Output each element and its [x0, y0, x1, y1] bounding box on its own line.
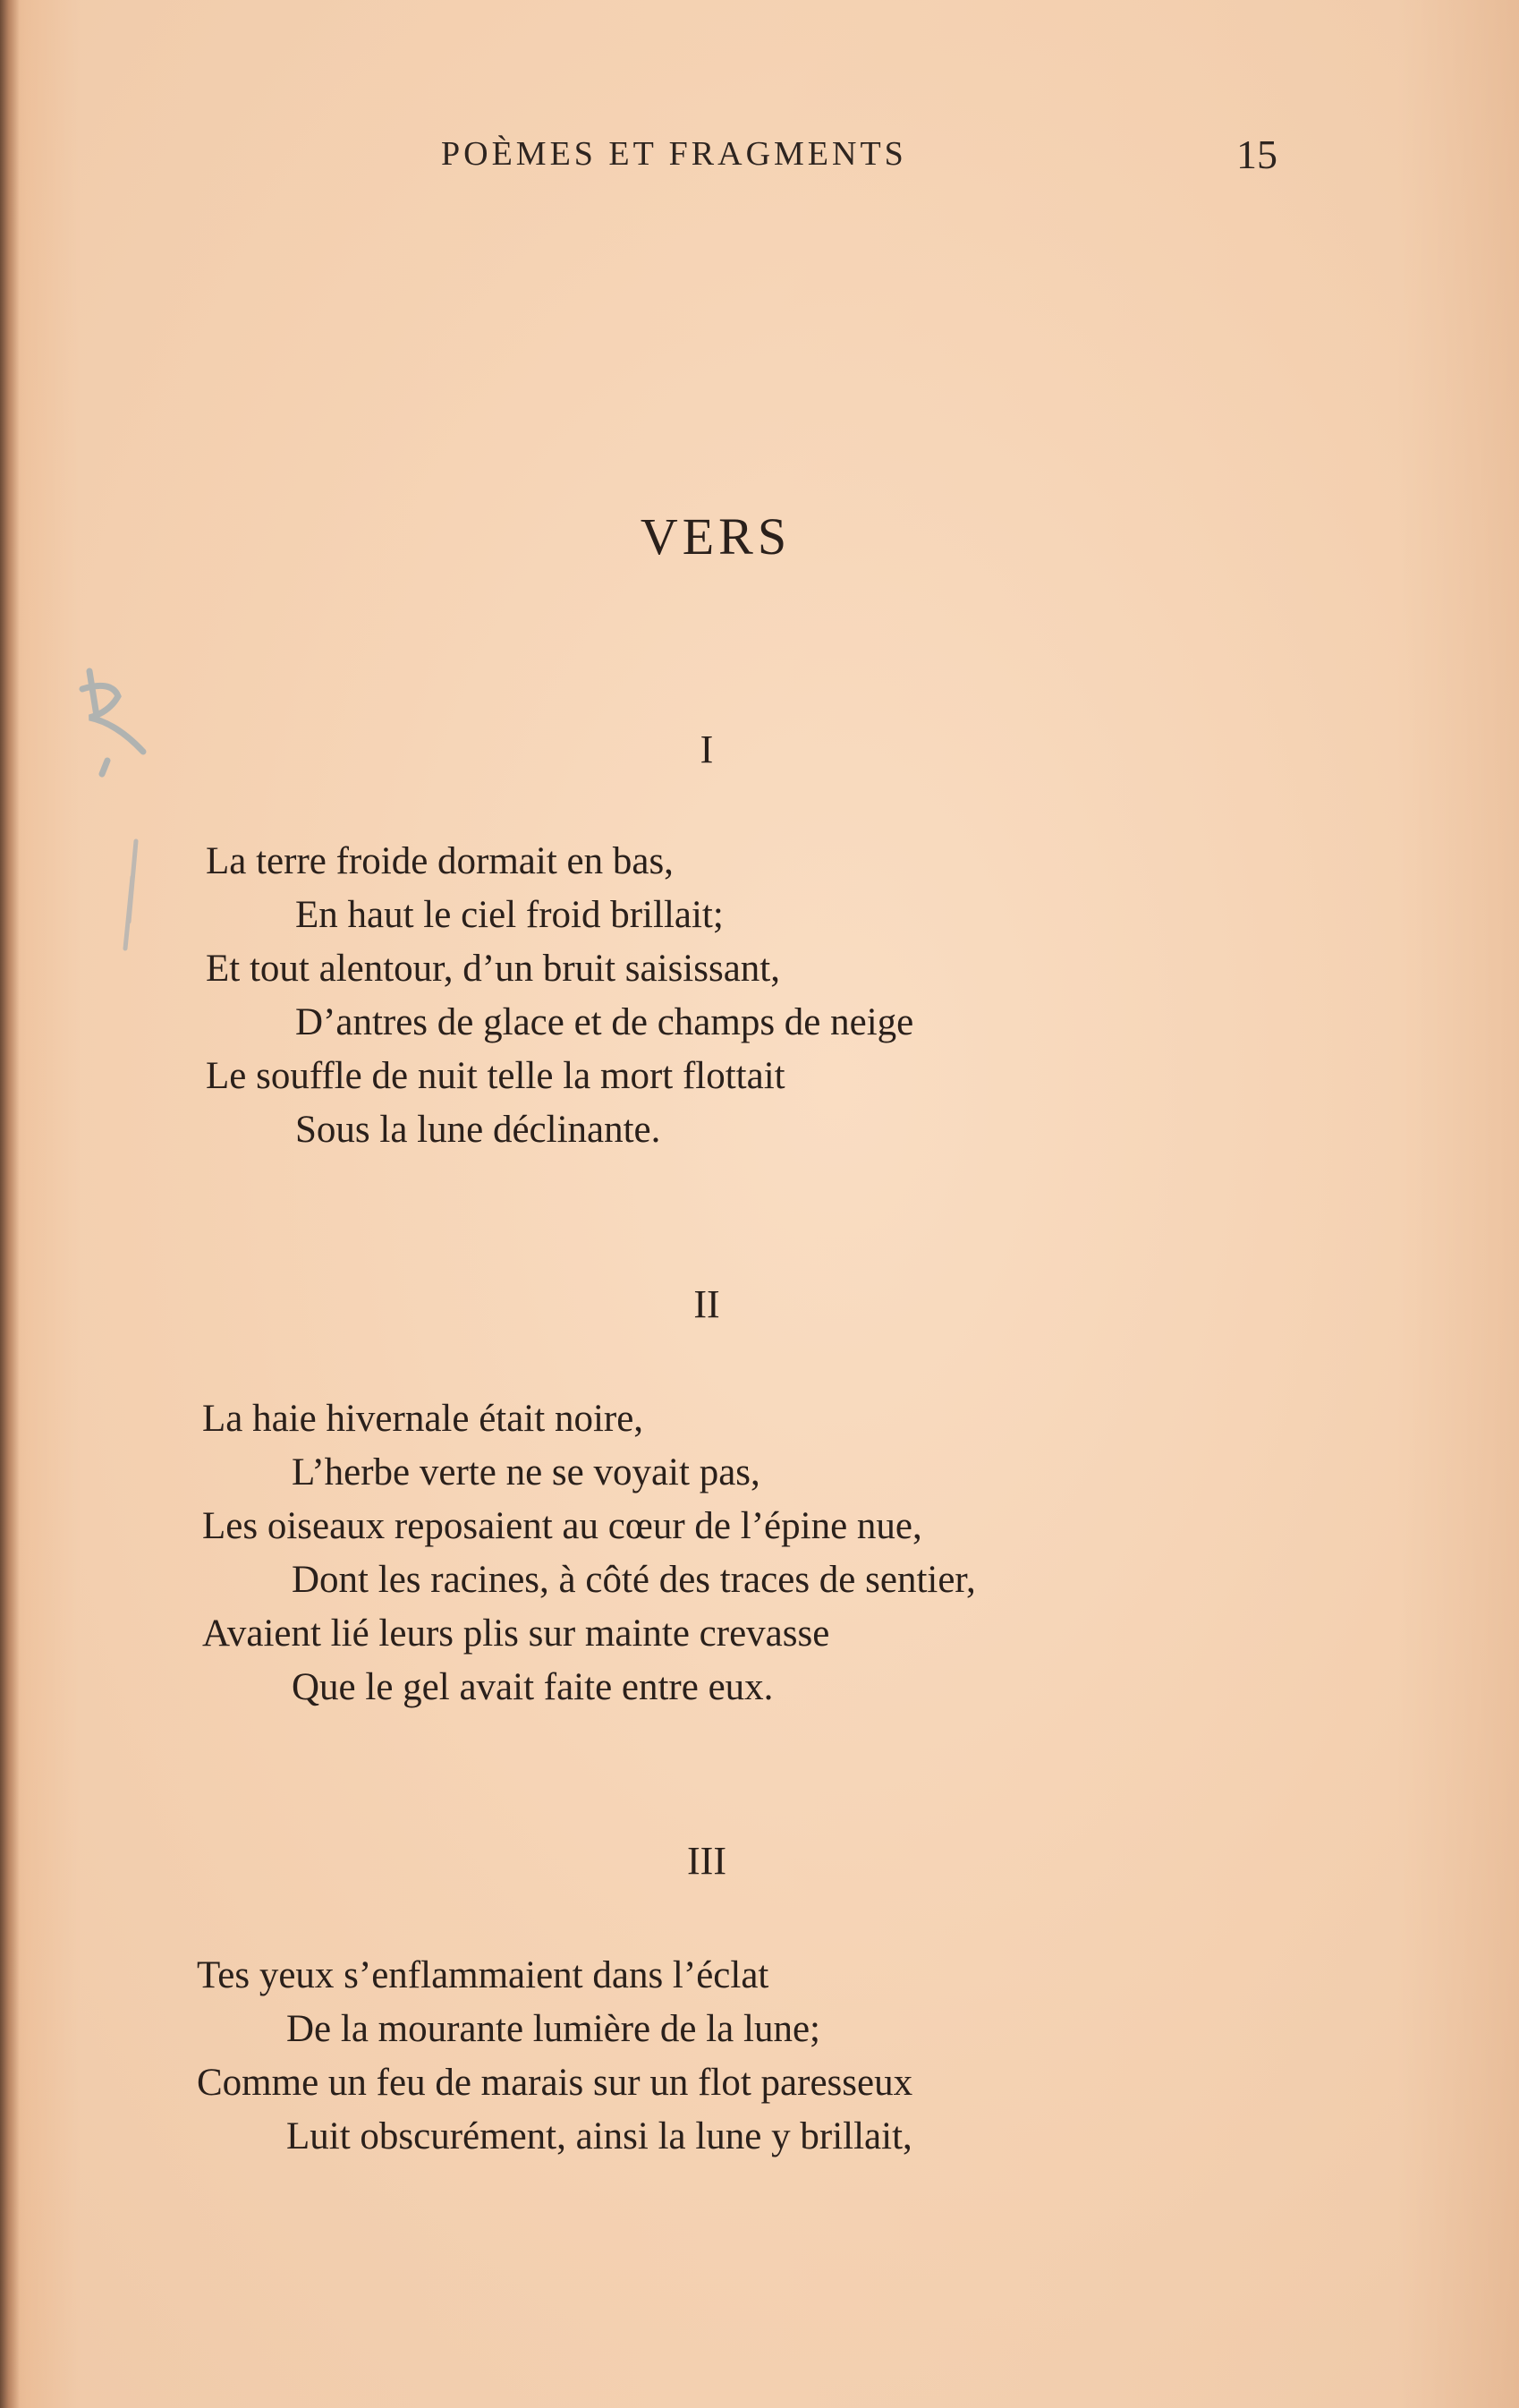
verse-line: La terre froide dormait en bas, — [206, 840, 674, 882]
verse-line: Luit obscurément, ainsi la lune y brillait, — [286, 2115, 912, 2157]
verse-line: Tes yeux s’enflammaient dans l’éclat — [197, 1954, 769, 1996]
stanza-2 — [202, 1392, 1276, 1715]
verse-line: Dont les racines, à côté des traces de sentier, — [292, 1559, 976, 1601]
stanza-1 — [206, 835, 1279, 1157]
section-numeral-2: II — [693, 1282, 720, 1326]
verse-line: Et tout alentour, d’un bruit saisissant, — [206, 948, 780, 990]
verse-line: Le souffle de nuit telle la mort flottait — [206, 1055, 785, 1097]
running-title: POÈMES ET FRAGMENTS — [441, 135, 907, 173]
spine-shadow — [0, 0, 20, 2408]
poem-title: VERS — [640, 507, 792, 566]
section-numeral-1: I — [700, 728, 714, 771]
page-number: 15 — [1236, 132, 1277, 177]
section-numeral-3: III — [687, 1839, 726, 1883]
verse-line: L’herbe verte ne se voyait pas, — [292, 1451, 760, 1493]
stanza-3 — [197, 1949, 1270, 2164]
verse-line: La haie hivernale était noire, — [202, 1398, 644, 1440]
verse-line: Avaient lié leurs plis sur mainte crevasse — [202, 1612, 830, 1655]
pencil-margin-mark — [63, 653, 188, 975]
verse-line: De la mourante lumière de la lune; — [286, 2008, 820, 2050]
verse-line: D’antres de glace et de champs de neige — [295, 1001, 914, 1043]
verse-line: Que le gel avait faite entre eux. — [292, 1666, 774, 1708]
verse-line: Sous la lune déclinante. — [295, 1109, 661, 1151]
running-head — [0, 134, 1519, 179]
verse-line: En haut le ciel froid brillait; — [295, 894, 724, 936]
verse-line: Les oiseaux reposaient au cœur de l’épine nue, — [202, 1505, 922, 1547]
verse-line: Comme un feu de marais sur un flot paresseux — [197, 2062, 913, 2104]
